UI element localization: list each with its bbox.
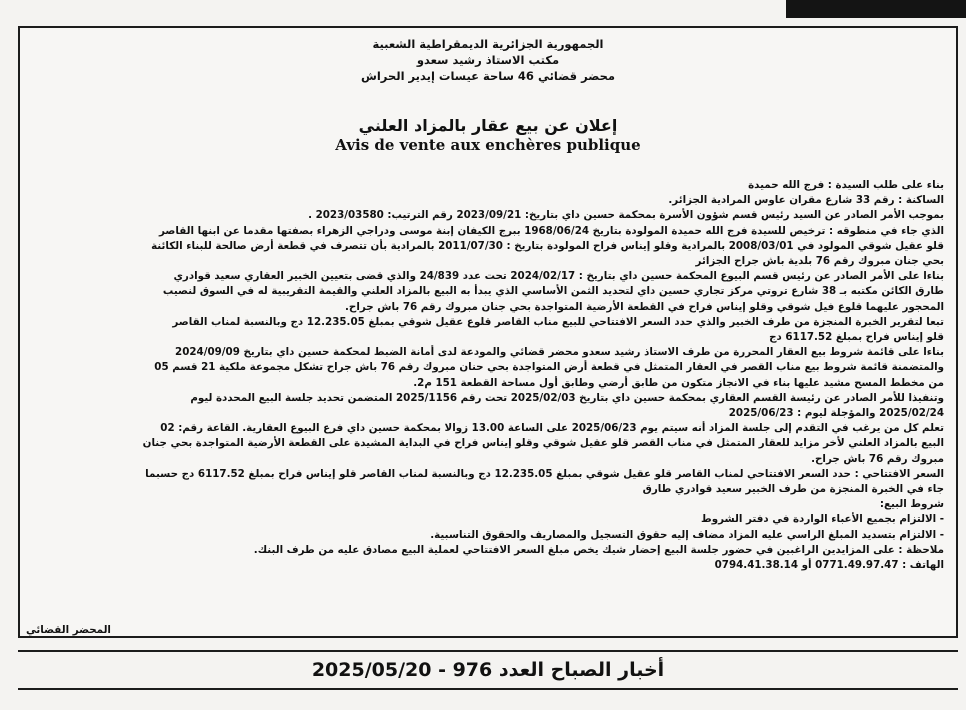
notice-title-french: Avis de vente aux enchères publique: [335, 136, 641, 154]
body-line: قلو إيناس فراح بمبلغ 6117.52 دج: [769, 331, 944, 344]
body-line: من مخطط المسح مشيد عليها بناء في الانجاز متكون من طابق أرضي وطابق أول مساحة القطعة 151 م2.: [413, 376, 944, 389]
body-line: والمتضمنة قائمة شروط بيع مناب القصر في العقار المتمثل في قطعة أرض المتواجدة بحي حنان مبروك رقم 76 باش جراح تشكل مجموعة ملكية 21 قسم 05: [154, 361, 944, 374]
bailiff-signature: المحضر القضائي: [26, 624, 111, 636]
top-dark-bar: [786, 0, 966, 18]
body-line: بناء على طلب السيدة : فرج الله حميدة: [748, 179, 944, 191]
body-line: - الالتزام بجميع الأعباء الواردة في دفتر الشروط: [701, 513, 944, 526]
notice-title-arabic: إعلان عن بيع عقار بالمزاد العلني: [358, 116, 618, 135]
newspaper-footer: أخبار الصباح العدد 976 - 2025/05/20: [18, 650, 958, 690]
body-line: بناءا على الأمر الصادر عن رئيس قسم البيوع المحكمة حسين داي بتاريخ : 2024/02/17 تحت عدد 24/839 والذي قضى بتعيين الخبير العقاري سعيد قوادري: [173, 270, 944, 283]
body-line: الذي جاء في منطوقه : ترخيص للسيدة فرج الله حميدة المولودة بتاريخ 1968/06/24 ببرج الكيفان إبنة موسى ودراجي الزهراء بصفتها مقدما عن ابنها القاصر: [159, 224, 944, 237]
body-line: جاء في الخبرة المنجزة من طرف الخبير سعيد قوادري طارق: [642, 483, 944, 496]
body-line: السعر الافتتاحي : حدد السعر الافتتاحي لمناب القاصر قلو عقيل شوقي بمبلغ 12.235.05 دج وبالنسبة لمناب القاصر قلو إيناس فراح بمبلغ 6117.52 دج حسبما: [145, 467, 944, 480]
body-line: المحجور عليهما قلوع فيل شوقي وقلو إيناس فراح في القطعة الأرضية المتواجدة بحي جنان مبروك رقم 76 باش جراح.: [345, 300, 944, 313]
legal-notice: [18, 26, 958, 638]
body-line: البيع بالمزاد العلني لأخر مزايد للعقار المتمثل في مناب القصر قلو عقيل شوقي وقلو إيناس فراح في البداية المشيدة على القطعة الأرضية المتواجدة بحي جنان: [142, 437, 944, 450]
body-line: تبعا لتقرير الخبرة المنجزة من طرف الخبير والذي حدد السعر الافتتاحي للبيع مناب القاصر قلوع عقيل شوقي بمبلغ 12.235.05 دج وبالنسبة لمناب القاصر: [172, 315, 944, 328]
body-line: شروط البيع:: [879, 498, 944, 511]
body-line: 2025/02/24 والمؤجلة ليوم : 2025/06/23: [728, 407, 944, 420]
header-line-3: محضر قضائي 46 ساحة عيسات إيدير الحراش: [361, 69, 615, 83]
body-line: تعلم كل من يرغب في التقدم إلى جلسة المزاد أنه سيتم يوم 2025/06/23 على الساعة 13.00 زوالا بمحكمة حسين داي فرع البيوع العقارية. القاعة رقم: 02: [160, 422, 944, 435]
body-line: طارق الكائن مكتبه بـ 38 شارع تروتي مركز تجاري حسين داي لتحديد الثمن الأساسي الذي يبدأ به البيع بالمزاد العلني والقيمة التقريبية له في السوق لنصيب: [162, 285, 944, 298]
header-line-1: الجمهورية الجزائرية الديمقراطية الشعبية: [372, 37, 604, 51]
body-line: بناءا على قائمة شروط بيع العقار المحررة من طرف الاستاذ رشيد سعدو محضر قضائي والمودعة لدى أمانة الضبط لمحكمة حسين داي بتاريخ 2024/09/09: [175, 346, 944, 359]
body-line: - الالتزام بتسديد المبلغ الراسي عليه المزاد مضاف إليه حقوق التسجيل والمصاريف والحقوق التناسبية.: [430, 528, 944, 541]
body-line: ملاحظة : على المزايدين الراغبين في حضور جلسة البيع إحضار شيك يخص مبلغ السعر الافتتاحي لعملية البيع مصادق عليه من طرف البنك.: [253, 543, 944, 556]
body-line: بحي جنان مبروك رقم 76 بلدية باش جراح الجزائر: [695, 255, 944, 268]
body-line: الساكنة : رقم 33 شارع مقران عاوس المرادية الجزائر.: [668, 194, 944, 207]
notice-header: [20, 36, 956, 84]
body-line: قلو عقيل شوقي المولود في 2008/03/01 بالمرادية وقلو إيناس فراح المولودة بتاريخ : 2011/07/30 بالمرادية بأن تتصرف في قطعة أرض صالحة للبناء الكائنة: [151, 239, 944, 252]
notice-body: [26, 178, 944, 573]
body-line: مبروك رقم 76 باش جراح.: [811, 452, 944, 465]
body-line: الهاتف : 0771.49.97.47 أو 0794.41.38.14: [714, 559, 944, 572]
body-line: وتنفيذا للأمر الصادر عن رئيسة القسم العقاري بمحكمة حسين داي بتاريخ 2025/02/03 تحت رقم 2025/1156 المتضمن تحديد جلسة البيع المحددة ليوم: [190, 391, 944, 404]
header-line-2: مكتب الاستاذ رشيد سعدو: [416, 53, 560, 67]
body-line: بموجب الأمر الصادر عن السيد رئيس قسم شؤون الأسرة بمحكمة حسين داي بتاريخ: 2023/09/21 رقم الترتيب: 2023/03580 .: [308, 209, 944, 222]
